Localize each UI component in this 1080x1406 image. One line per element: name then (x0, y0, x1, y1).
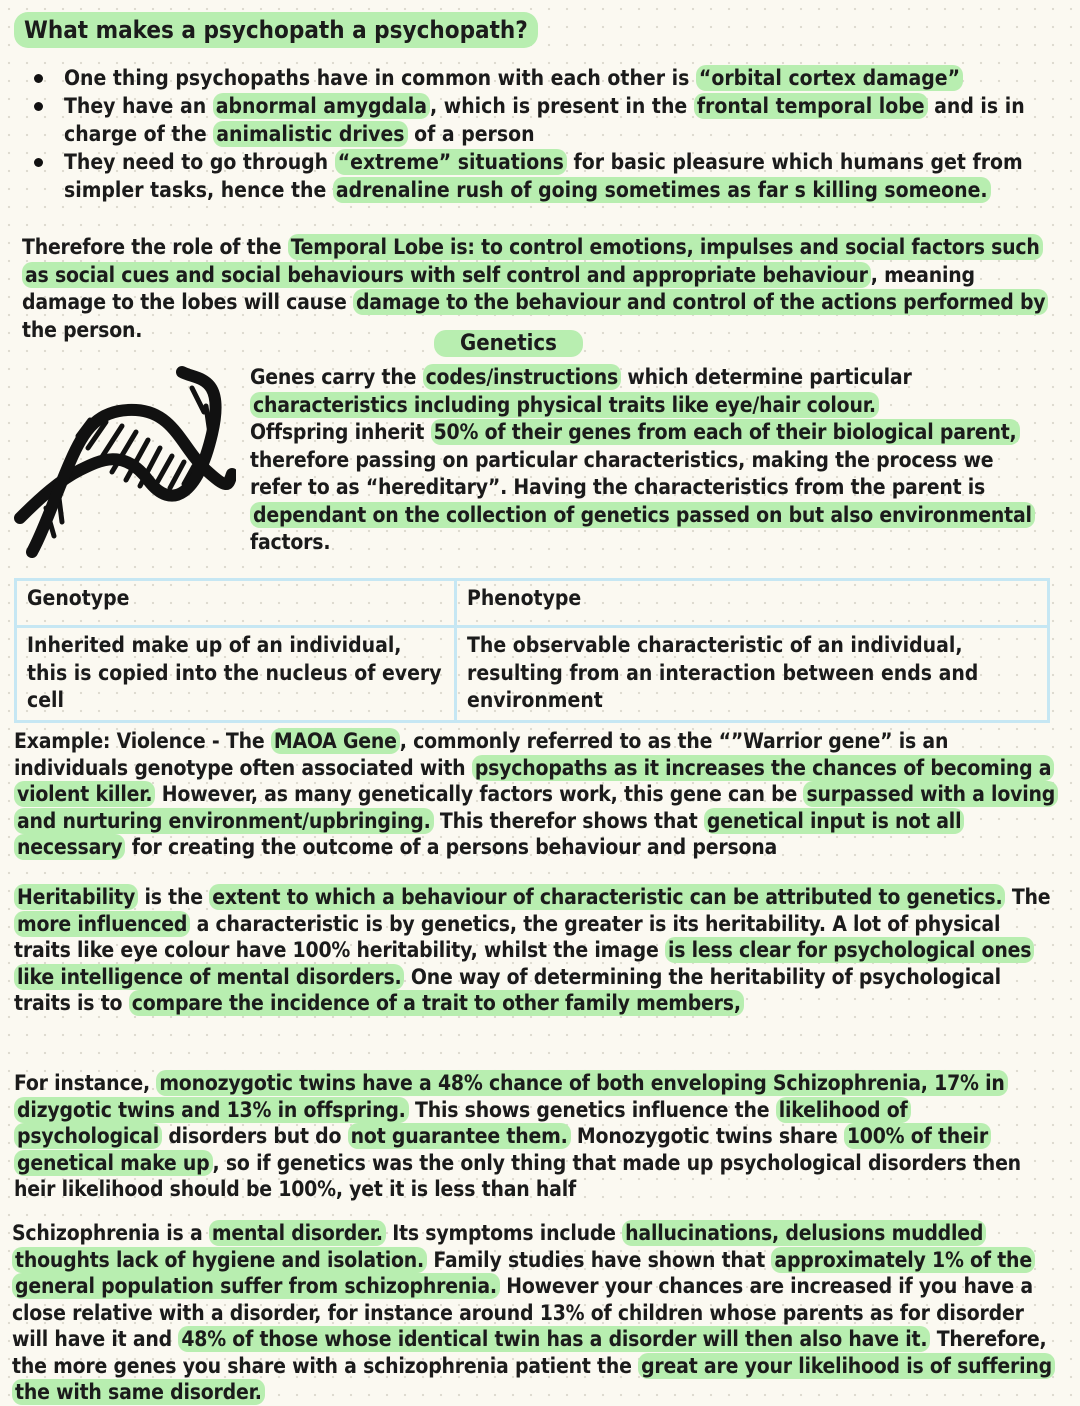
highlight: animalistic drives (213, 121, 407, 147)
table-header-genotype: Genotype (16, 580, 456, 627)
highlight: approximately 1% of the general population suffer from schizophrenia. (12, 1247, 1035, 1300)
highlight: abnormal amygdala (213, 93, 430, 119)
highlight: is less clear for psychological ones like intelligence of mental disorders. (14, 937, 1034, 990)
highlight: psychopaths as it increases the chances of becoming a violent killer. (14, 755, 1054, 808)
highlight: codes/instructions (423, 364, 621, 390)
page-title: What makes a psychopath a psychopath? (14, 12, 538, 48)
table-header-row (16, 580, 1049, 627)
highlight: mental disorder. (209, 1220, 386, 1246)
schizophrenia-paragraph: Schizophrenia is a mental disorder. Its symptoms include hallucinations, delusions muddled thoughts lack of hygiene and isolation. Family studies have shown that approximately 1% of the general population suffer from schizophrenia. However your chances are increased if you have a close relative with a disorder, for instance around 13% of children whose parents as for disorder will have it and 48% of those whose identical twin has a disorder will then also have it. Therefore, the more genes you share with a schizophrenia patient the great are your likelihood is of suffering the with same disorder. (12, 1220, 1057, 1406)
highlight: likelihood of psychological (14, 1097, 911, 1150)
genes-paragraph: Genes carry the codes/instructions which determine particular characteristics including physical traits like eye/hair colour. Offspring inherit 50% of their genes from each of their biological parent, therefore passing on particular characteristics, making the process we refer to as “hereditary”. Having the characteristics from the parent is dependant on the collection of genetics passed on but also environmental factors. (250, 364, 1050, 557)
heritability-paragraph: Heritability is the extent to which a behaviour of characteristic can be attributed to genetics. The more influenced a characteristic is by genetics, the greater is its heritability. A lot of physical traits like eye colour have 100% heritability, whilst the image is less clear for psychological ones like intelligence of mental disorders. One way of determining the heritability of psychological traits is to compare the incidence of a trait to other family members, (14, 885, 1051, 1015)
highlight: surpassed with a loving and nurturing environment/upbringing. (14, 781, 1058, 834)
temporal-lobe-paragraph: Therefore the role of the Temporal Lobe is: to control emotions, impulses and social factors such as social cues and social behaviours with self control and appropriate behaviour , meaning damage to the lobes will cause damage to the behaviour and control of the actions performed by the person. (22, 234, 1052, 344)
highlight: characteristics including physical traits like eye/hair colour. (250, 392, 879, 418)
highlight: MAOA Gene (271, 728, 400, 754)
bullet-extreme-situations: They need to go through “extreme” situations for basic pleasure which humans get from simpler tasks, hence the adrenaline rush of going sometimes as far s killing someone. (64, 148, 1080, 204)
bullet-amygdala: They have an abnormal amygdala , which is present in the frontal temporal lobe and is in charge of the animalistic drives of a person (64, 92, 1080, 148)
highlight: 50% of their genes from each of their biological parent, (431, 419, 1020, 445)
highlight: great are your likelihood is of suffering the with same disorder. (12, 1353, 1055, 1406)
highlight: Temporal Lobe is: to control emotions, impulses and social factors such as social cues and social behaviours with self control and appropriate behaviour (22, 234, 1043, 288)
highlight: not guarantee them. (348, 1123, 571, 1149)
highlight: extent to which a behaviour of characteristic can be attributed to genetics. (209, 884, 1005, 910)
highlight: Heritability (14, 884, 138, 910)
highlight: 100% of their genetical make up (14, 1123, 991, 1176)
highlight: more influenced (14, 911, 190, 937)
genotype-phenotype-table (14, 578, 1050, 723)
highlight: 48% of those whose identical twin has a disorder will then also have it. (178, 1326, 930, 1352)
psychopath-bullet-list (14, 64, 1080, 204)
genetics-heading: Genetics (434, 330, 583, 357)
highlight: frontal temporal lobe (694, 93, 928, 119)
highlight: dependant on the collection of genetics passed on but also environmental (250, 502, 1035, 528)
twins-paragraph: For instance, monozygotic twins have a 48% chance of both enveloping Schizophrenia, 17% in dizygotic twins and 13% in offspring. This shows genetics influence the likelihood of psychological disorders but do not guarantee them. Monozygotic twins share 100% of their genetical make up , so if genetics was the only thing that made up psychological disorders then heir likelihood should be 100%, yet it is less than half (14, 1071, 1021, 1201)
highlight: monozygotic twins have a 48% chance of both enveloping Schizophrenia, 17% in dizygotic twins and 13% in offspring. (14, 1070, 1008, 1123)
highlight: damage to the behaviour and control of the actions performed by (353, 289, 1048, 315)
table-cell-phenotype: The observable characteristic of an individual, resulting from an interaction between ends and environment (456, 627, 1049, 722)
highlight: adrenaline rush of going sometimes as far s killing someone. (333, 177, 991, 203)
table-row (16, 627, 1049, 722)
dna-double-helix-icon (14, 362, 236, 562)
maoa-example-paragraph: Example: Violence - The MAOA Gene , commonly referred to as the “”Warrior gene” is an individuals genotype often associated with psychopaths as it increases the chances of becoming a violent killer. However, as many genetically factors work, this gene can be surpassed with a loving and nurturing environment/upbringing. This therefor shows that genetical input is not all necessary for creating the outcome of a persons behaviour and persona (14, 728, 1064, 861)
table-cell-genotype: Inherited make up of an individual, this is copied into the nucleus of every cell (16, 627, 456, 722)
bullet-orbital-cortex: One thing psychopaths have in common with each other is “orbital cortex damage” (64, 64, 1080, 92)
highlight: compare the incidence of a trait to other family members, (129, 990, 744, 1016)
table-header-phenotype: Phenotype (456, 580, 1049, 627)
highlight: hallucinations, delusions muddled thoughts lack of hygiene and isolation. (12, 1220, 986, 1273)
highlight: “extreme” situations (335, 149, 567, 175)
highlight: “orbital cortex damage” (696, 65, 963, 91)
highlight: genetical input is not all necessary (14, 808, 964, 861)
